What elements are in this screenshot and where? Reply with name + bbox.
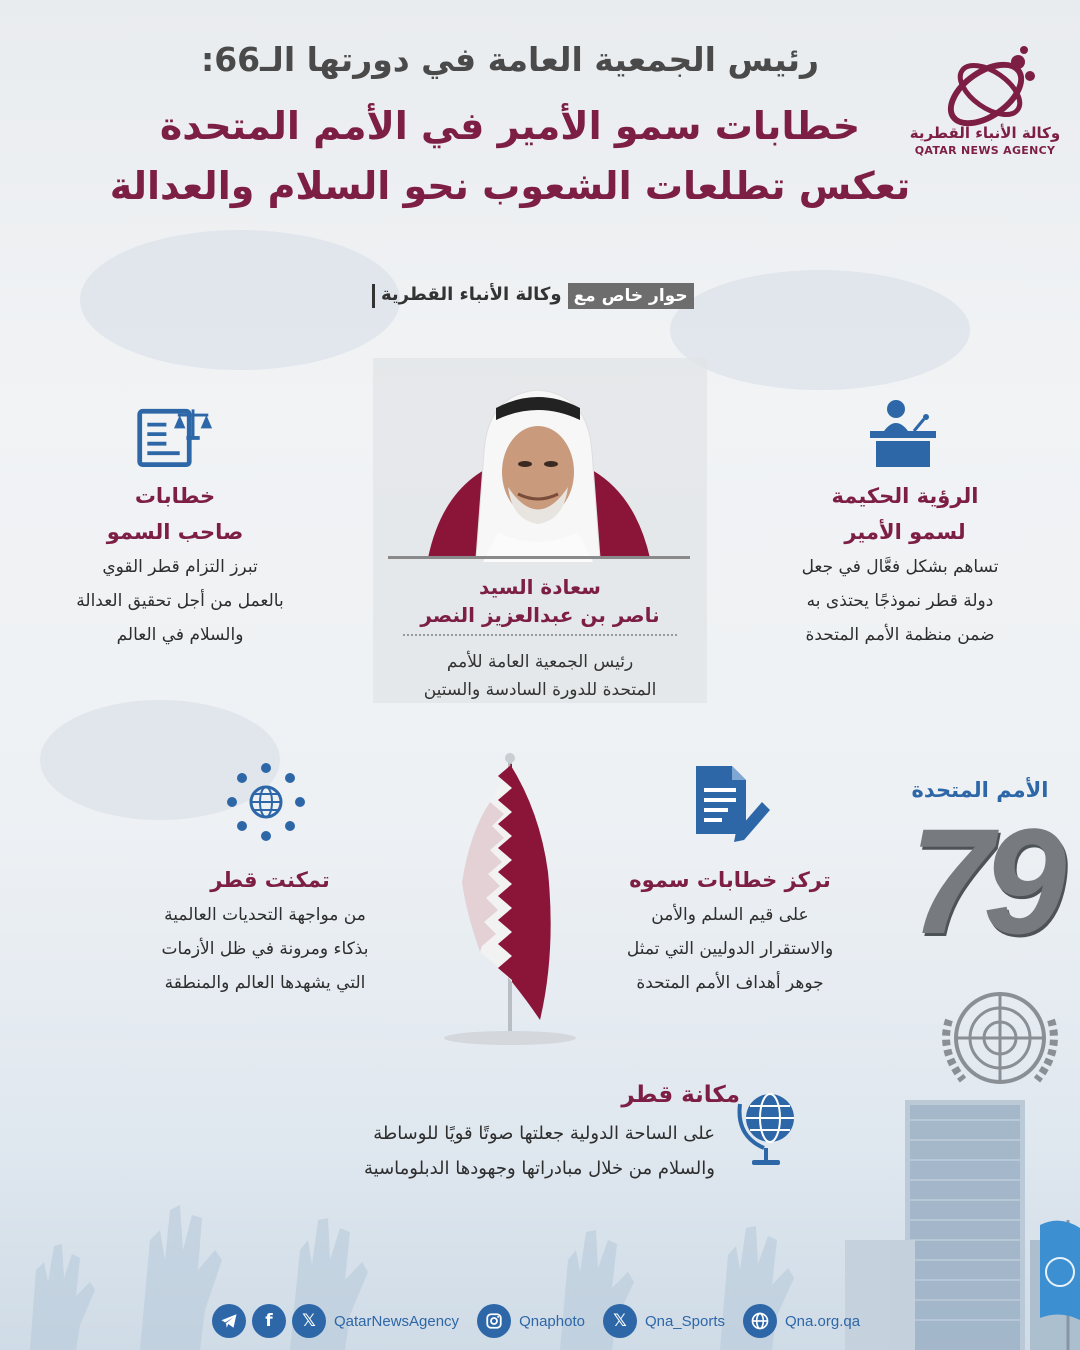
handle-qnaphoto[interactable]: Qnaphoto (519, 1312, 585, 1330)
name-divider (403, 634, 677, 636)
interview-agency: وكالة الأنباء القطرية (372, 284, 568, 308)
headline-2: تعكس تطلعات الشعوب نحو السلام والعدالة (109, 164, 911, 208)
focus-line-2: والاستقرار الدوليين التي تمثل (626, 939, 834, 959)
globe-stand-icon (732, 1084, 804, 1168)
top-line: رئيس الجمعية العامة في دورتها الـ66: (201, 40, 819, 79)
focus-line-3: جوهر أهداف الأمم المتحدة (636, 973, 824, 993)
vision-line-1: تساهم بشكل فعَّال في جعل (801, 557, 999, 577)
focus-heading: تركز خطابات سموه (629, 868, 831, 892)
speeches-line-2: بالعمل من أجل تحقيق العدالة (76, 591, 284, 611)
person-title: سعادة السيد (479, 575, 601, 599)
logo-name-ar: وكالة الأنباء القطرية (909, 124, 1061, 142)
instagram-icon[interactable] (477, 1304, 511, 1338)
un-79-number: 79 (909, 797, 1057, 965)
facebook-icon[interactable]: f (252, 1304, 286, 1338)
telegram-icon[interactable] (212, 1304, 246, 1338)
enabled-line-2: بذكاء ومرونة في ظل الأزمات (161, 939, 369, 959)
status-line-2: والسلام من خلال مبادراتها وجهودها الدبلوماسية (364, 1158, 715, 1179)
un-emblem-icon (935, 980, 1065, 1095)
headline-1: خطابات سمو الأمير في الأمم المتحدة (159, 104, 861, 148)
interview-tag (372, 283, 694, 309)
un-label: الأمم المتحدة (911, 778, 1049, 802)
speeches-heading-2: صاحب السمو (106, 520, 244, 544)
x-sports-icon[interactable]: 𝕏 (603, 1304, 637, 1338)
person-role-2: المتحدة للدورة السادسة والستين (423, 680, 657, 700)
speeches-line-1: تبرز التزام قطر القوي (102, 557, 258, 577)
portrait-divider (388, 556, 690, 559)
logo-name-en: QATAR NEWS AGENCY (914, 144, 1056, 157)
speeches-heading-1: خطابات (134, 484, 216, 508)
vision-line-3: ضمن منظمة الأمم المتحدة (805, 625, 995, 645)
portrait-image (388, 382, 688, 562)
status-line-1: على الساحة الدولية جعلتها صوتًا قويًا للوساطة (373, 1123, 715, 1144)
handle-qna-sports[interactable]: Qna_Sports (644, 1312, 725, 1330)
status-heading: مكانة قطر (621, 1082, 740, 1108)
web-globe-icon[interactable] (743, 1304, 777, 1338)
handle-qna-org[interactable]: Qna.org.qa (785, 1312, 861, 1330)
globe-network-icon (226, 762, 306, 842)
enabled-line-3: التي يشهدها العالم والمنطقة (164, 973, 366, 993)
person-role-1: رئيس الجمعية العامة للأمم (446, 652, 634, 672)
enabled-heading: تمكنت قطر (210, 868, 330, 892)
interview-label: حوار خاص مع (568, 283, 694, 309)
speeches-line-3: والسلام في العالم (116, 625, 244, 645)
qna-logo (918, 32, 1068, 162)
vision-heading-1: الرؤية الحكيمة (831, 484, 979, 508)
document-pen-icon (692, 762, 772, 842)
vision-line-2: دولة قطر نموذجًا يحتذى به (806, 591, 994, 611)
person-name: ناصر بن عبدالعزيز النصر (420, 603, 660, 627)
social-footer (212, 1300, 872, 1342)
x-icon[interactable]: 𝕏 (292, 1304, 326, 1338)
handle-qatarnewsagency[interactable]: QatarNewsAgency (334, 1312, 460, 1330)
enabled-line-1: من مواجهة التحديات العالمية (164, 905, 366, 925)
focus-line-1: على قيم السلم والأمن (651, 905, 809, 925)
podium-speaker-icon (862, 395, 942, 475)
qatar-flag (440, 752, 580, 1047)
scroll-scales-icon (134, 397, 214, 477)
vision-heading-2: لسمو الأمير (844, 520, 966, 544)
